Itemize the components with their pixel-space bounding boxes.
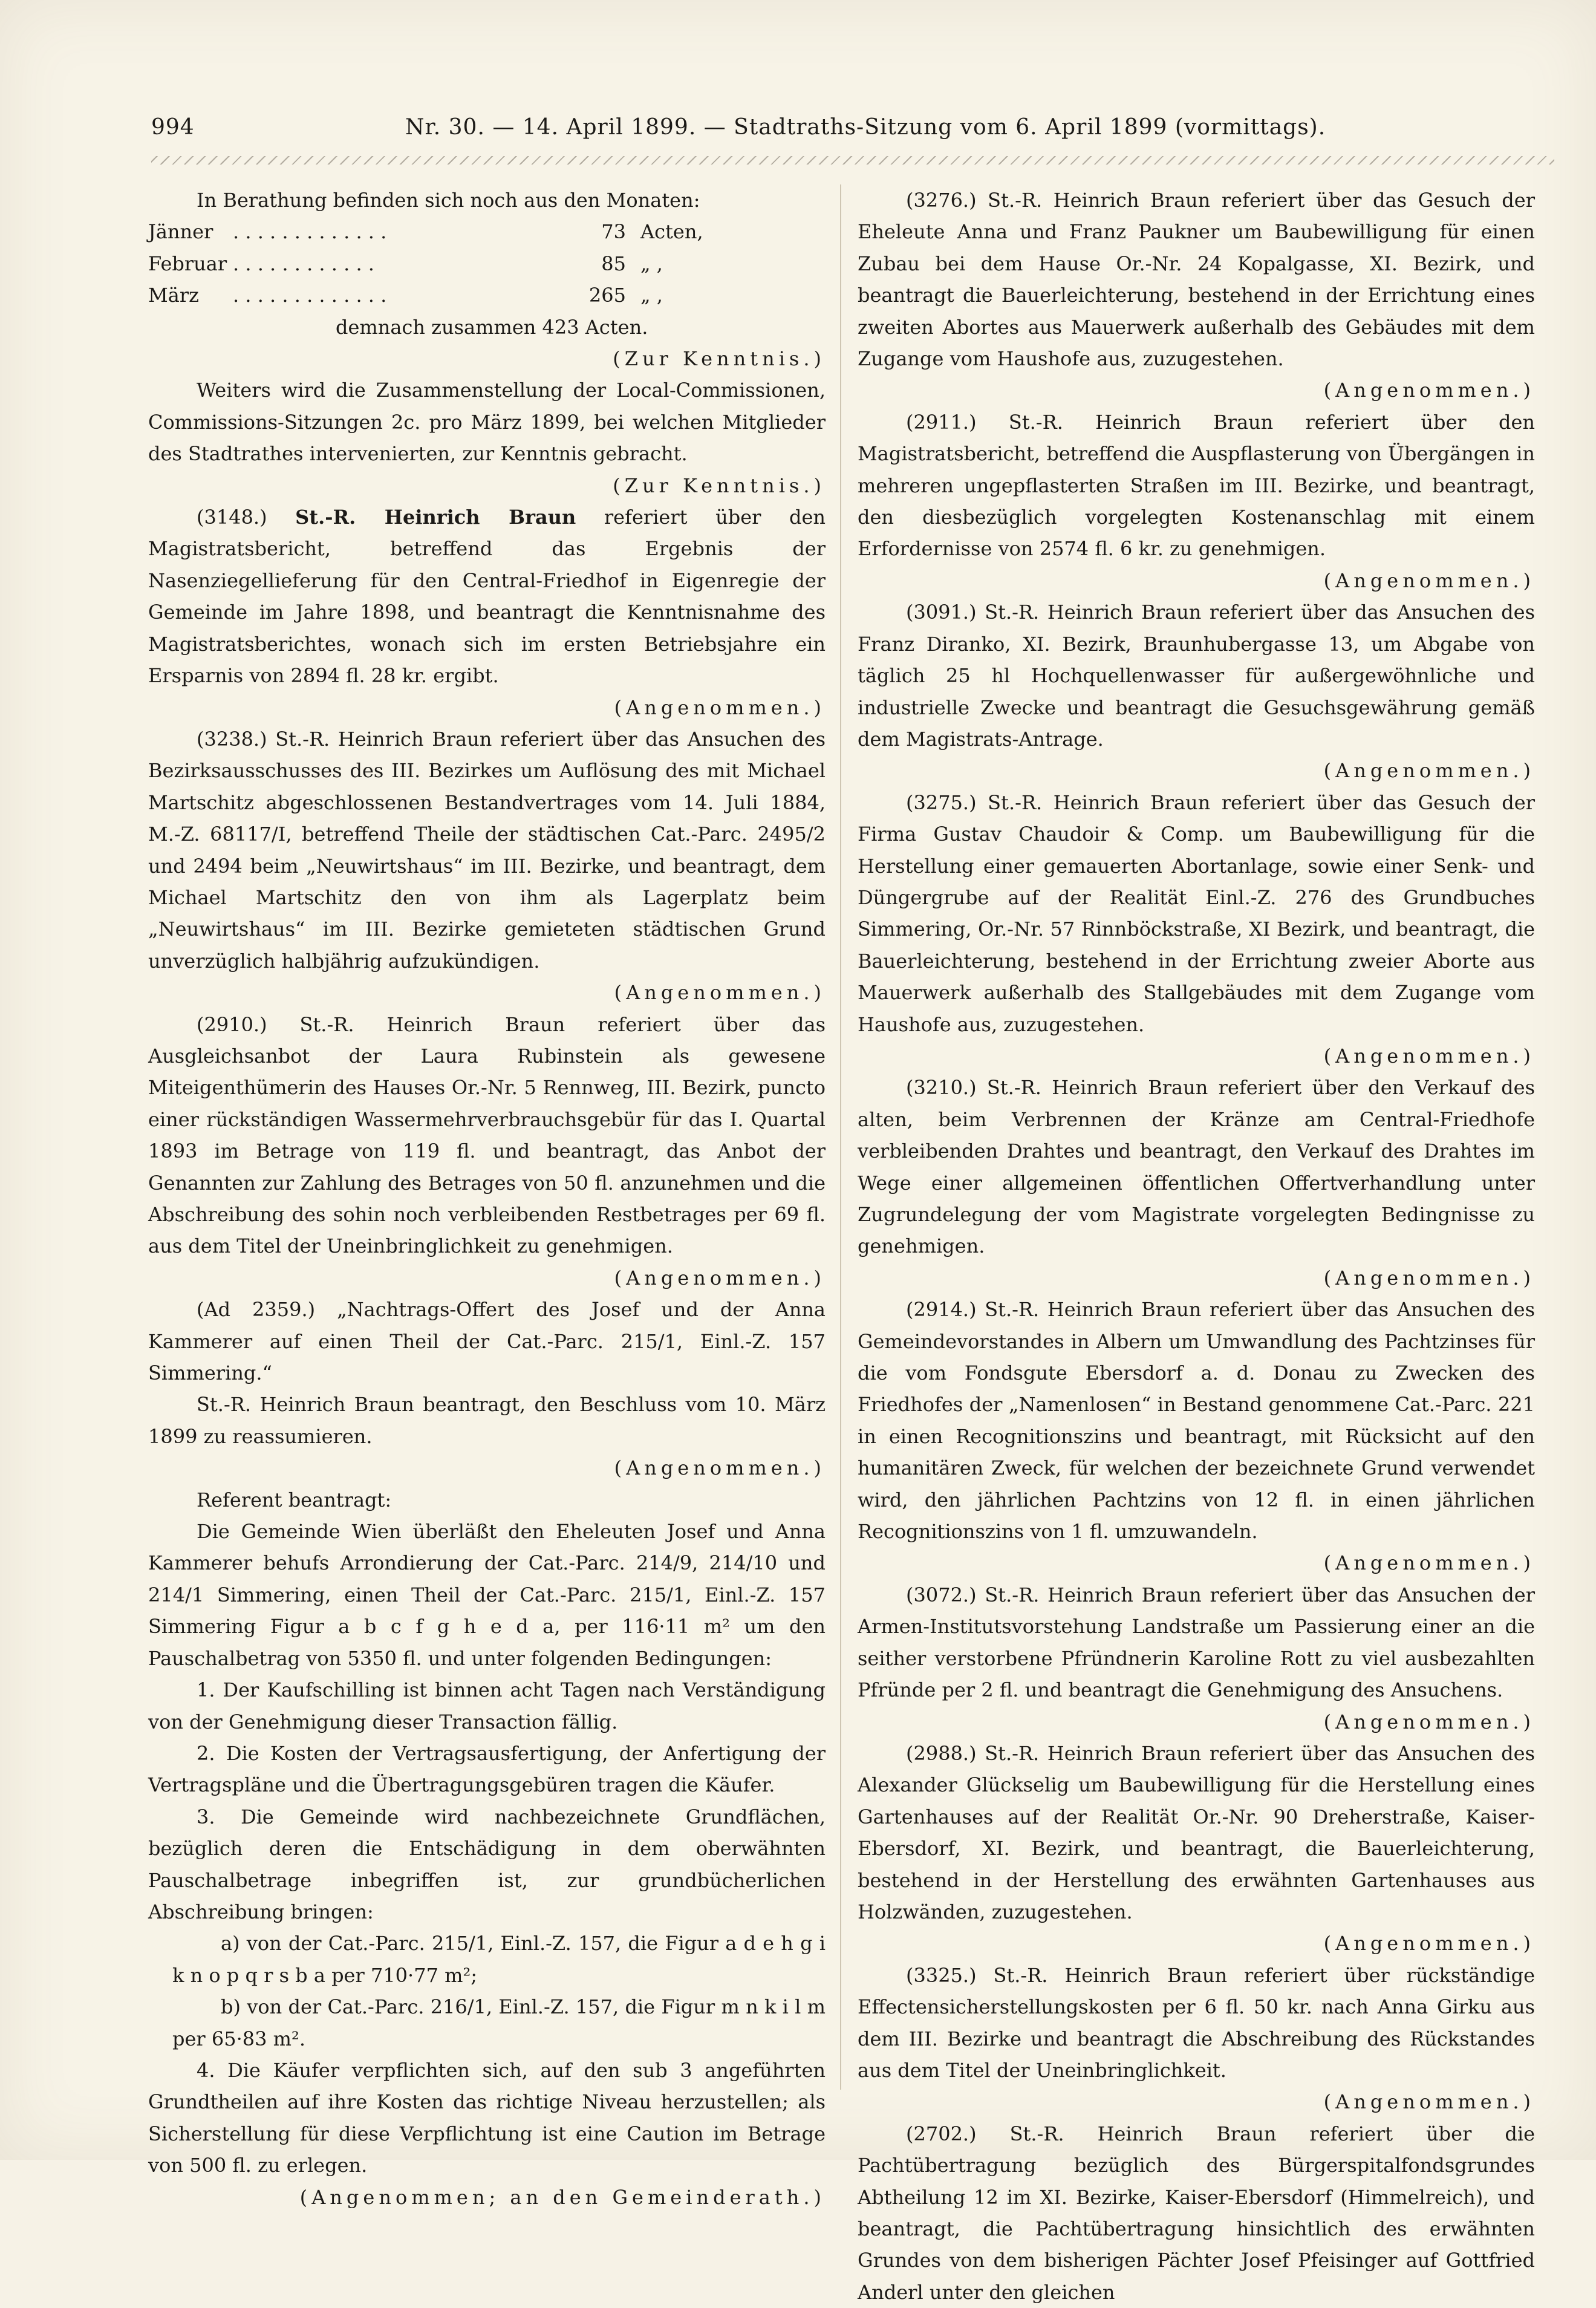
condition-item: 2. Die Kosten der Vertragsausfertigung, der Anfertigung der Vertragspläne und die Übertragungsgebüren tragen die Käufer. [148, 1741, 826, 1797]
resolution: (Angenommen.) [1323, 1932, 1535, 1955]
resolution: (Angenommen; an den Gemeinderath.) [299, 2185, 826, 2209]
paragraph-3072: (3072.) St.-R. Heinrich Braun referiert über das Ansuchen der Armen-Institutsvorstehung Landstraße um Passierung einer an die seither verstorbene Pfründnerin Karoline Rott zu viel ausbezahlten Pfründe per 2 fl. und beantragt die Genehmigung des Ansuchens. [858, 1583, 1535, 1702]
page-header [151, 115, 1572, 151]
paragraph-3091: (3091.) St.-R. Heinrich Braun referiert über das Ansuchen des Franz Diranko, XI. Bezirk, Braunhubergasse 13, um Abgabe von täglich 25 hl Hochquellenwasser für außergewöhnliche und industrielle Zwecke und beantragt die Gesuchsgewährung gemäß dem Magistrats-Antrage. [858, 601, 1535, 751]
intro-text: In Berathung befinden sich noch aus den Monaten: [197, 189, 700, 212]
left-column [148, 184, 826, 2213]
resolution: (Zur Kenntnis.) [613, 347, 826, 371]
right-column [858, 184, 1535, 2308]
speaker-name: St.-R. Heinrich Braun [295, 506, 576, 529]
resolution: (Angenommen.) [1323, 1551, 1535, 1575]
paragraph-3148: (3148.) St.-R. Heinrich Braun referiert über den Magistratsbericht, betreffend das Ergebnis der Nasenziegellieferung für den Central-Friedhof in Eigenregie der Gemeinde im Jahre 1898, und beantragt die Kenntnisnahme des Magistratsberichtes, wonach sich im ersten Betriebsjahre ein Ersparnis von 2894 fl. 28 kr. ergibt. [148, 506, 826, 688]
month-row: März . . . . . . . . . . . . . 265 „ , [148, 284, 663, 307]
resolution: (Angenommen.) [1323, 2090, 1535, 2114]
resolution: (Angenommen.) [1323, 569, 1535, 592]
paragraph: St.-R. Heinrich Braun beantragt, den Beschluss vom 10. März 1899 zu reassumieren. [148, 1393, 826, 1448]
condition-item: 1. Der Kaufschilling ist binnen acht Tagen nach Verständigung von der Genehmigung dieser Transaction fällig. [148, 1678, 826, 1733]
resolution: (Angenommen.) [614, 1266, 826, 1289]
paragraph-2702: (2702.) St.-R. Heinrich Braun referiert über die Pachtübertragung bezüglich des Bürgerspitalfondsgrundes Abtheilung 12 im XI. Bezirke, Kaiser-Ebersdorf (Himmelreich), und beantragt, die Pachtübertragung hinsichtlich des erwähnten Grundes von dem bisherigen Pächter Josef Pfeisinger auf Gottfried Anderl unter den gleichen [858, 2122, 1535, 2304]
paragraph-2910: (2910.) St.-R. Heinrich Braun referiert über das Ausgleichsanbot der Laura Rubinstein als gewesene Miteigenthümerin des Hauses Or.-Nr. 5 Rennweg, III. Bezirk, puncto einer rückständigen Wassermehrverbrauchsgebür für das I. Quartal 1893 im Betrage von 119 fl. und beantragt, das Anbot der Genannten zur Zahlung des Betrages von 50 fl. anzunehmen und die Abschreibung des sohin noch verbleibenden Restbetrages per 69 fl. aus dem Titel der Uneinbringlichkeit zu genehmigen. [148, 1012, 826, 1258]
paragraph: Weiters wird die Zusammenstellung der Local-Commissionen, Commissions-Sitzungen 2c. pro März 1899, bei welchen Mitglieder des Stadtrathes intervenierten, zur Kenntnis gebracht. [148, 379, 826, 466]
column-divider [840, 184, 841, 2090]
resolution: (Angenommen.) [1323, 379, 1535, 402]
paragraph-2911: (2911.) St.-R. Heinrich Braun referiert über den Magistratsbericht, betreffend die Auspflasterung von Übergängen in mehreren ungepflasterten Straßen im III. Bezirke, und beantragt, den diesbezüglich vorgelegten Kostenanschlag mit einem Erfordernisse von 2574 fl. 6 kr. zu genehmigen. [858, 410, 1535, 561]
header-rule [151, 156, 1554, 165]
resolution: (Angenommen.) [614, 981, 826, 1005]
resolution: (Angenommen.) [1323, 1044, 1535, 1068]
month-row: Februar . . . . . . . . . . . . 85 „ , [148, 252, 663, 275]
paragraph-3276: (3276.) St.-R. Heinrich Braun referiert über das Gesuch der Eheleute Anna und Franz Paukner um Baubewilligung für einen Zubau bei dem Hause Or.-Nr. 24 Kopalgasse, XI. Bezirk, und beantragt die Bauerleichterung, bestehend in der Errichtung eines zweiten Abortes aus Mauerwerk außerhalb des Gebäudes mit dem Zugange vom Haushofe aus, zuzugestehen. [858, 189, 1535, 371]
running-title: Nr. 30. — 14. April 1899. — Stadtraths-Sitzung vom 6. April 1899 (vormittags). [405, 115, 1326, 140]
condition-subitem: b) von der Cat.-Parc. 216/1, Einl.-Z. 157, die Figur m n k i l m per 65·83 m². [172, 1995, 826, 2050]
paragraph: Die Gemeinde Wien überläßt den Eheleuten Josef und Anna Kammerer behufs Arrondierung der Cat.-Parc. 214/9, 214/10 und 214/1 Simmering, einen Theil der Cat.-Parc. 215/1, Einl.-Z. 157 Simmering Figur a b c f g h e d a, per 116·11 m² um den Pauschalbetrag von 5350 fl. und unter folgenden Bedingungen: [148, 1520, 826, 1670]
condition-item: 3. Die Gemeinde wird nachbezeichnete Grundflächen, bezüglich deren die Entschädigung in dem oberwähnten Pauschalbetrage inbegriffen ist, zur grundbücherlichen Abschreibung bringen: [148, 1805, 826, 1923]
resolution: (Angenommen.) [1323, 759, 1535, 783]
resolution: (Angenommen.) [614, 1456, 826, 1480]
paragraph-3275: (3275.) St.-R. Heinrich Braun referiert über das Gesuch der Firma Gustav Chaudoir & Comp. um Baubewilligung für die Herstellung einer gemauerten Abortanlage, sowie einer Senk- und Düngergrube auf der Realität Einl.-Z. 276 des Grundbuches Simmering, Or.-Nr. 57 Rinnböckstraße, XI Bezirk, und beantragt, die Bauerleichterung, bestehend in der Errichtung zweier Aborte aus Mauerwerk außerhalb des Stallgebäudes mit dem Zugange vom Haushofe aus, zuzugestehen. [858, 791, 1535, 1036]
paragraph-3238: (3238.) St.-R. Heinrich Braun referiert über das Ansuchen des Bezirksausschusses des III. Bezirkes um Auflösung des mit Michael Martschitz abgeschlossenen Bestandvertrages vom 14. Juli 1884, M.-Z. 68117/I, betreffend Theile der städtischen Cat.-Parc. 2495/2 und 2494 beim „Neuwirtshaus“ im III. Bezirke, und beantragt, dem Michael Martschitz den von ihm als Lagerplatz beim „Neuwirtshaus“ im III. Bezirke gemieteten städtischen Grund unverzüglich halbjährig aufzukündigen. [148, 727, 826, 973]
resolution: (Angenommen.) [1323, 1266, 1535, 1289]
paragraph-3210: (3210.) St.-R. Heinrich Braun referiert über den Verkauf des alten, beim Verbrennen der Kränze am Central-Friedhofe verbleibenden Drahtes und beantragt, den Verkauf des Drahtes im Wege einer allgemeinen öffentlichen Offertverhandlung unter Zugrundelegung der vom Magistrate vorgelegten Bedingnisse zu genehmigen. [858, 1076, 1535, 1258]
condition-subitem: a) von der Cat.-Parc. 215/1, Einl.-Z. 157, die Figur a d e h g i k n o p q r s b a per 710·77 m²; [172, 1932, 826, 1987]
month-row: Jänner . . . . . . . . . . . . . 73 Acten, [148, 220, 703, 244]
condition-item: 4. Die Käufer verpflichten sich, auf den sub 3 angeführten Grundtheilen auf ihre Kosten das richtige Niveau herzustellen; als Sicherstellung für diese Verpflichtung ist eine Caution im Betrage von 500 fl. zu erlegen. [148, 2058, 826, 2177]
paragraph-ad2359: (Ad 2359.) „Nachtrags-Offert des Josef und der Anna Kammerer auf einen Theil der Cat.-Parc. 215/1, Einl.-Z. 157 Simmering.“ [148, 1298, 826, 1385]
resolution: (Angenommen.) [614, 696, 826, 719]
resolution: (Zur Kenntnis.) [613, 474, 826, 497]
page-number: 994 [151, 115, 195, 140]
total-line: demnach zusammen 423 Acten. [336, 315, 648, 339]
paragraph-2988: (2988.) St.-R. Heinrich Braun referiert über das Ansuchen des Alexander Glückselig um Baubewilligung für die Herstellung eines Gartenhauses auf der Realität Or.-Nr. 90 Dreherstraße, Kaiser-Ebersdorf, XI. Bezirk, und beantragt, die Bauerleichterung, bestehend in der Herstellung des erwähnten Gartenhauses aus Holzwänden, zuzugestehen. [858, 1741, 1535, 1923]
resolution: (Angenommen.) [1323, 1710, 1535, 1733]
paragraph-2914: (2914.) St.-R. Heinrich Braun referiert über das Ansuchen des Gemeindevorstandes in Albern um Umwandlung des Pachtzinses für die vom Fondsgute Ebersdorf a. d. Donau zu Zwecken des Friedhofes der „Namenlosen“ in Bestand genommene Cat.-Parc. 221 in einen Recognitionszins und beantragt, mit Rücksicht auf den humanitären Zweck, für welchen der bezeichnete Grund verwendet wird, den jährlichen Pachtzins von 12 fl. in einen jährlichen Recognitionszins von 1 fl. umzuwandeln. [858, 1298, 1535, 1544]
paragraph-3325: (3325.) St.-R. Heinrich Braun referiert über rückständige Effectensicherstellungskosten per 6 fl. 50 kr. nach Anna Girku aus dem III. Bezirke und beantragt die Abschreibung des Rückstandes aus dem Titel der Uneinbringlichkeit. [858, 1963, 1535, 2082]
paragraph: Referent beantragt: [197, 1488, 392, 1511]
